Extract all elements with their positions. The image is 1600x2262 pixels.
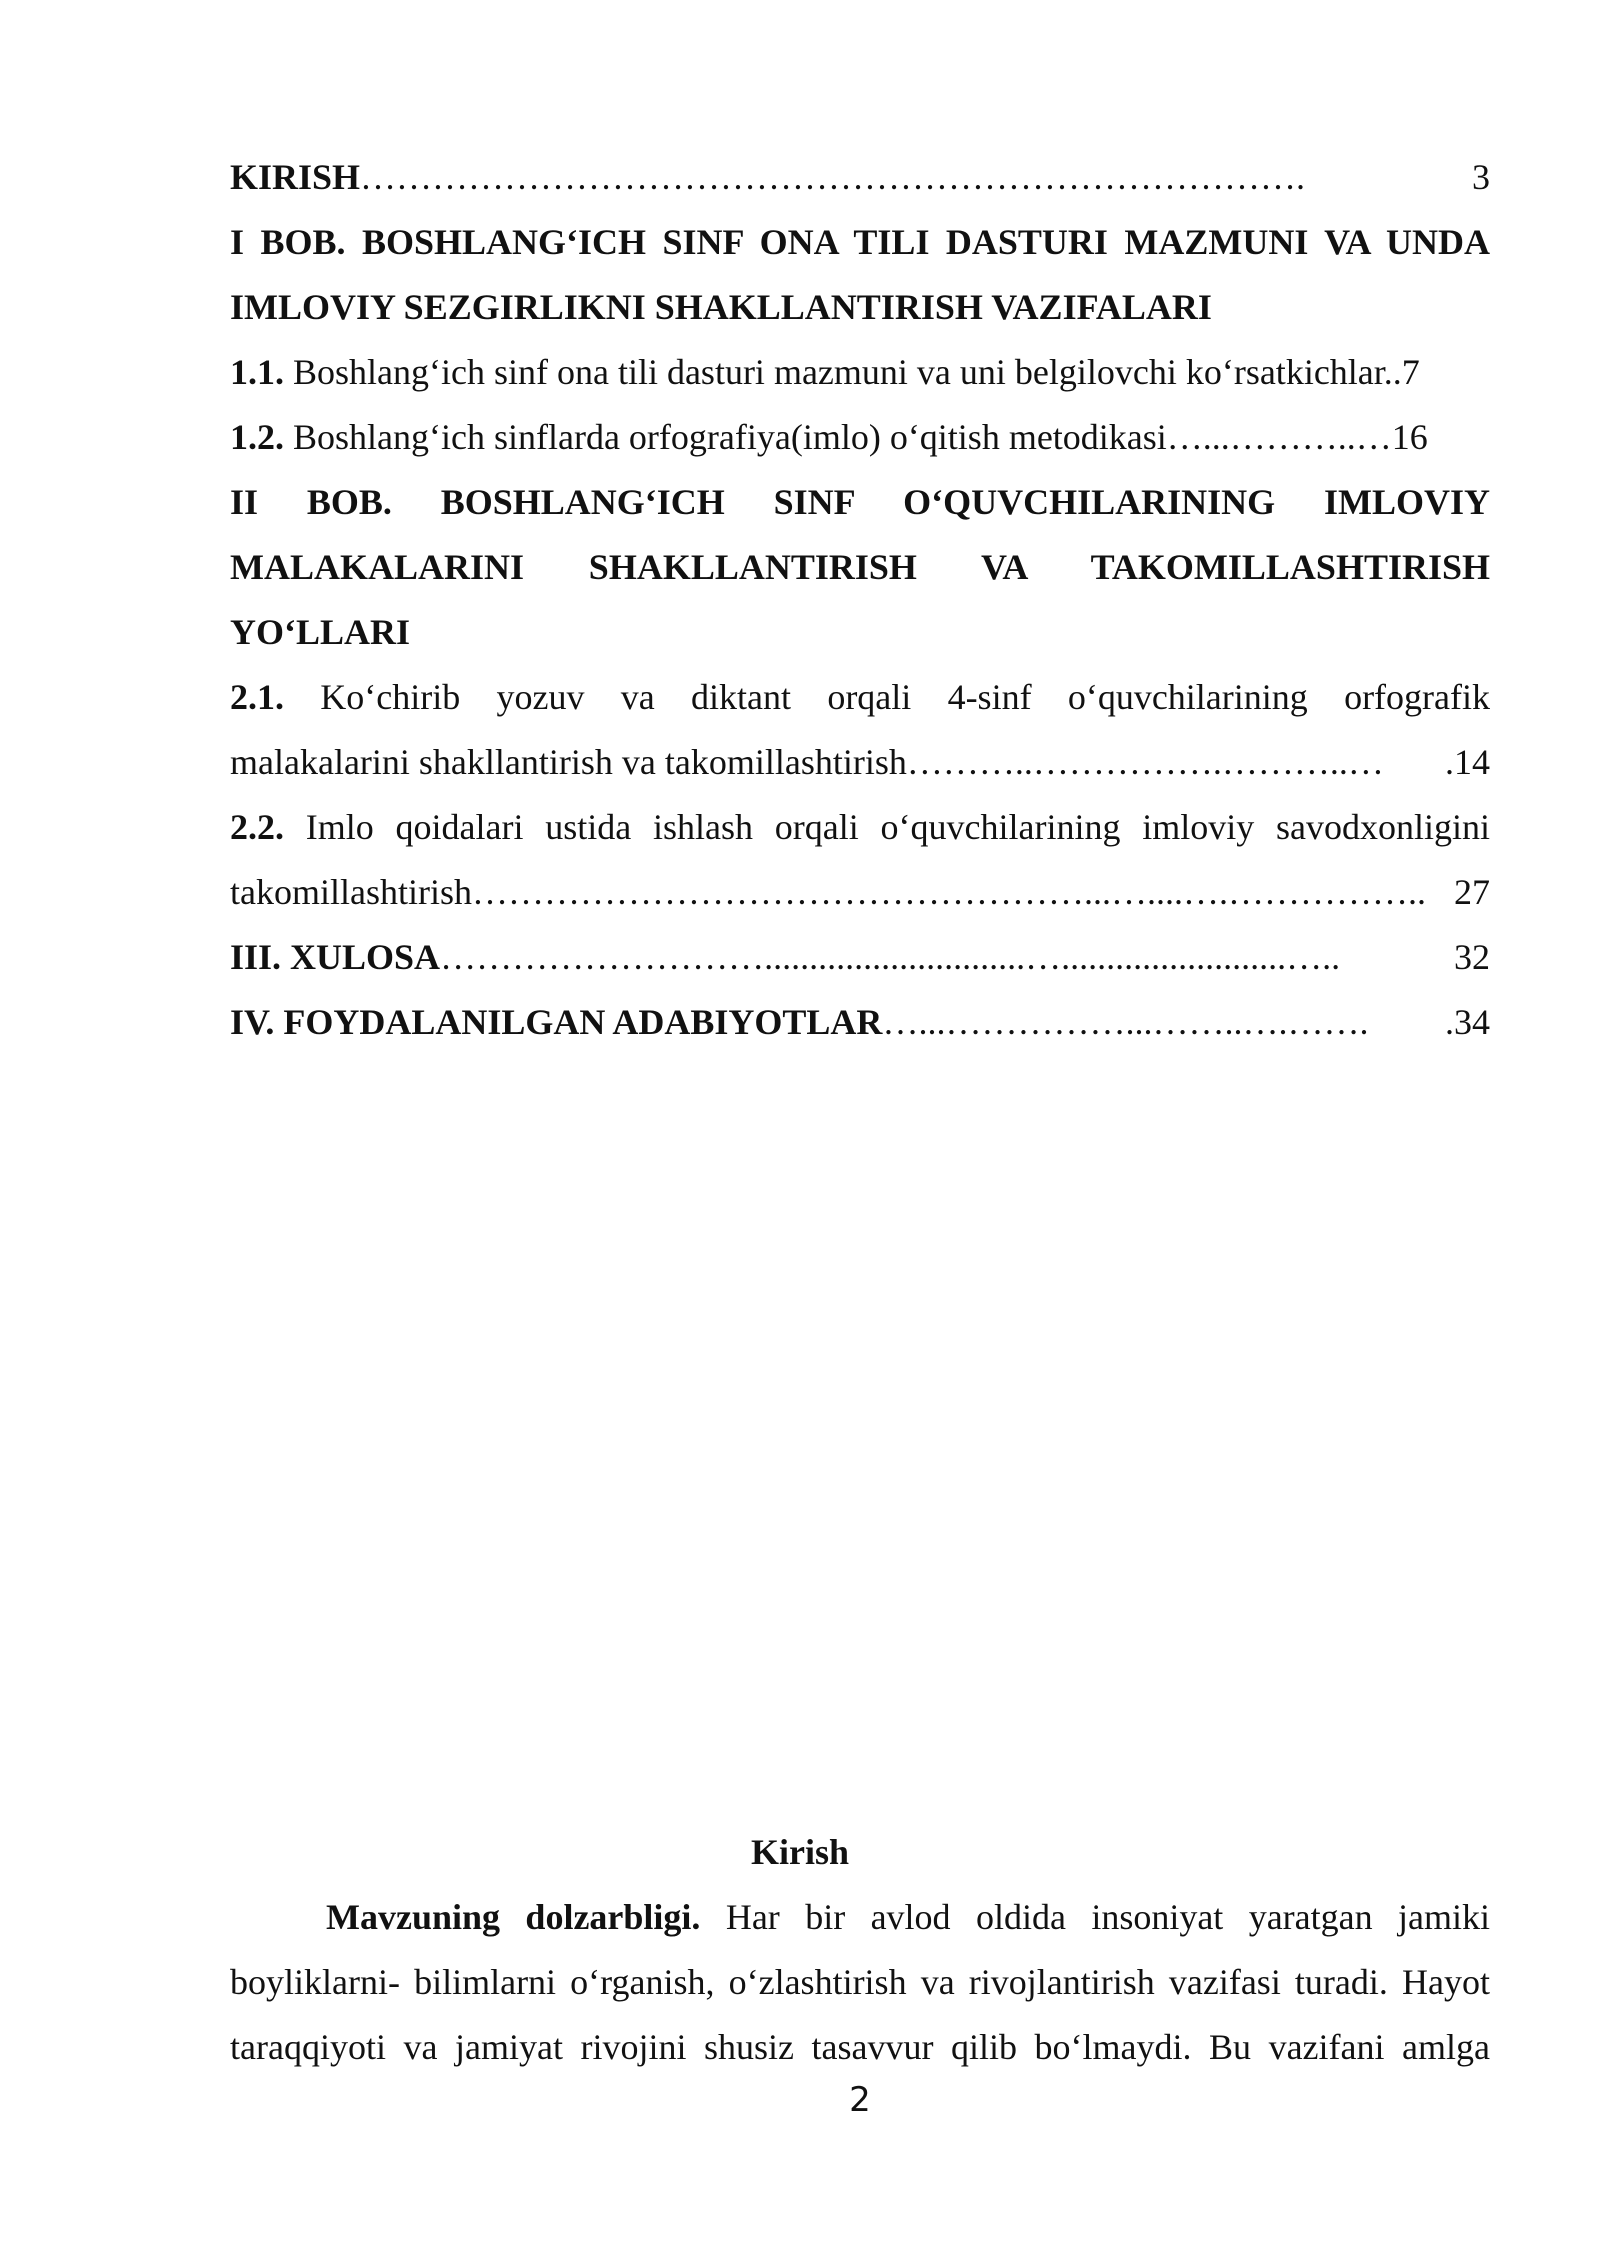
table-of-contents [230, 145, 1490, 1055]
toc-page-number: 16 [1391, 417, 1428, 457]
toc-leader-dots: …...………..… [1166, 417, 1392, 457]
toc-chapter-2-line-2: MALAKALARINI SHAKLLANTIRISH VA TAKOMILLASHTIRISH [230, 547, 1490, 587]
toc-entry-2-2-line-2 [230, 860, 1490, 925]
toc-kirish-label: KIRISH [230, 157, 361, 197]
toc-adabiyotlar-label: IV. FOYDALANILGAN ADABIYOTLAR [230, 1002, 883, 1042]
toc-entry-2-1-line-2 [230, 730, 1490, 795]
paragraph-text: Har bir avlod oldida insoniyat yaratgan jamiki [700, 1897, 1491, 1937]
toc-page-number: .14 [1445, 742, 1490, 782]
paragraph-line-2: boyliklarni- bilimlarni o‘rganish, o‘zlashtirish va rivojlantirish vazifasi turadi. Hayot [230, 1962, 1490, 2002]
toc-section-title-cont: takomillashtirish [230, 872, 472, 912]
toc-section-title-cont: malakalarini shakllantirish va takomillashtirish [230, 742, 907, 782]
toc-leader-dots: ……………………………………………...…....….…………….. [471, 872, 1426, 912]
section-heading: Kirish [750, 1832, 849, 1872]
toc-section-title: Imlo qoidalari ustida ishlash orqali o‘quvchilarining imloviy savodxonligini [284, 807, 1490, 847]
toc-page-number: 7 [1401, 352, 1420, 392]
toc-section-title: Ko‘chirib yozuv va diktant orqali 4-sinf o‘quvchilarining orfografik [284, 677, 1490, 717]
toc-entry-adabiyotlar [230, 990, 1490, 1055]
toc-entry-xulosa [230, 925, 1490, 990]
toc-leader-dots: …...……………...……..….……. [882, 1002, 1369, 1042]
toc-entry-1-2 [230, 405, 1490, 470]
paragraph-line-3: taraqqiyoti va jamiyat rivojini shusiz tasavvur qilib bo‘lmaydi. Bu vazifani amlga [230, 2027, 1490, 2067]
toc-entry-2-2-line-1 [230, 795, 1490, 860]
toc-chapter-1-line-2: IMLOVIY SEZGIRLIKNI SHAKLLANTIRISH VAZIFALARI [230, 287, 1212, 327]
toc-page-number: 32 [1454, 937, 1490, 977]
toc-chapter-2-line-1: II BOB. BOSHLANG‘ICH SINF O‘QUVCHILARINING IMLOVIY [230, 482, 1490, 522]
toc-page-number: 27 [1454, 872, 1490, 912]
toc-chapter-1-line-1: I BOB. BOSHLANG‘ICH SINF ONA TILI DASTURI MAZMUNI VA UNDA [230, 222, 1490, 262]
paragraph-line-1 [230, 1885, 1490, 1950]
toc-xulosa-label: III. XULOSA [230, 937, 441, 977]
toc-entry-kirish [230, 145, 1490, 210]
toc-section-title: Boshlang‘ich sinflarda orfografiya(imlo) o‘qitish metodikasi [284, 417, 1167, 457]
toc-page-number: .34 [1445, 1002, 1490, 1042]
page-number: 2 [849, 2080, 871, 2120]
toc-chapter-2-line-3: YO‘LLARI [230, 612, 411, 652]
toc-leader-dots: ………..…………….………..… [906, 742, 1384, 782]
toc-entry-2-1-line-1 [230, 665, 1490, 730]
toc-section-title: Boshlang‘ich sinf ona tili dasturi mazmuni va uni belgilovchi ko‘rsatkichlar.. [284, 352, 1402, 392]
lead-phrase: Mavzuning dolzarbligi. [326, 1897, 701, 1937]
toc-section-number: 1.1. [230, 352, 284, 392]
intro-paragraph [230, 1885, 1490, 2080]
toc-section-number: 1.2. [230, 417, 284, 457]
toc-section-number: 2.2. [230, 807, 284, 847]
toc-leader-dots: ……………………………………………………………………. [360, 157, 1306, 197]
toc-page-number: 3 [1472, 157, 1490, 197]
toc-leader-dots: ……………………….............................….........................….. [440, 937, 1341, 977]
toc-entry-1-1 [230, 340, 1490, 405]
toc-section-number: 2.1. [230, 677, 284, 717]
